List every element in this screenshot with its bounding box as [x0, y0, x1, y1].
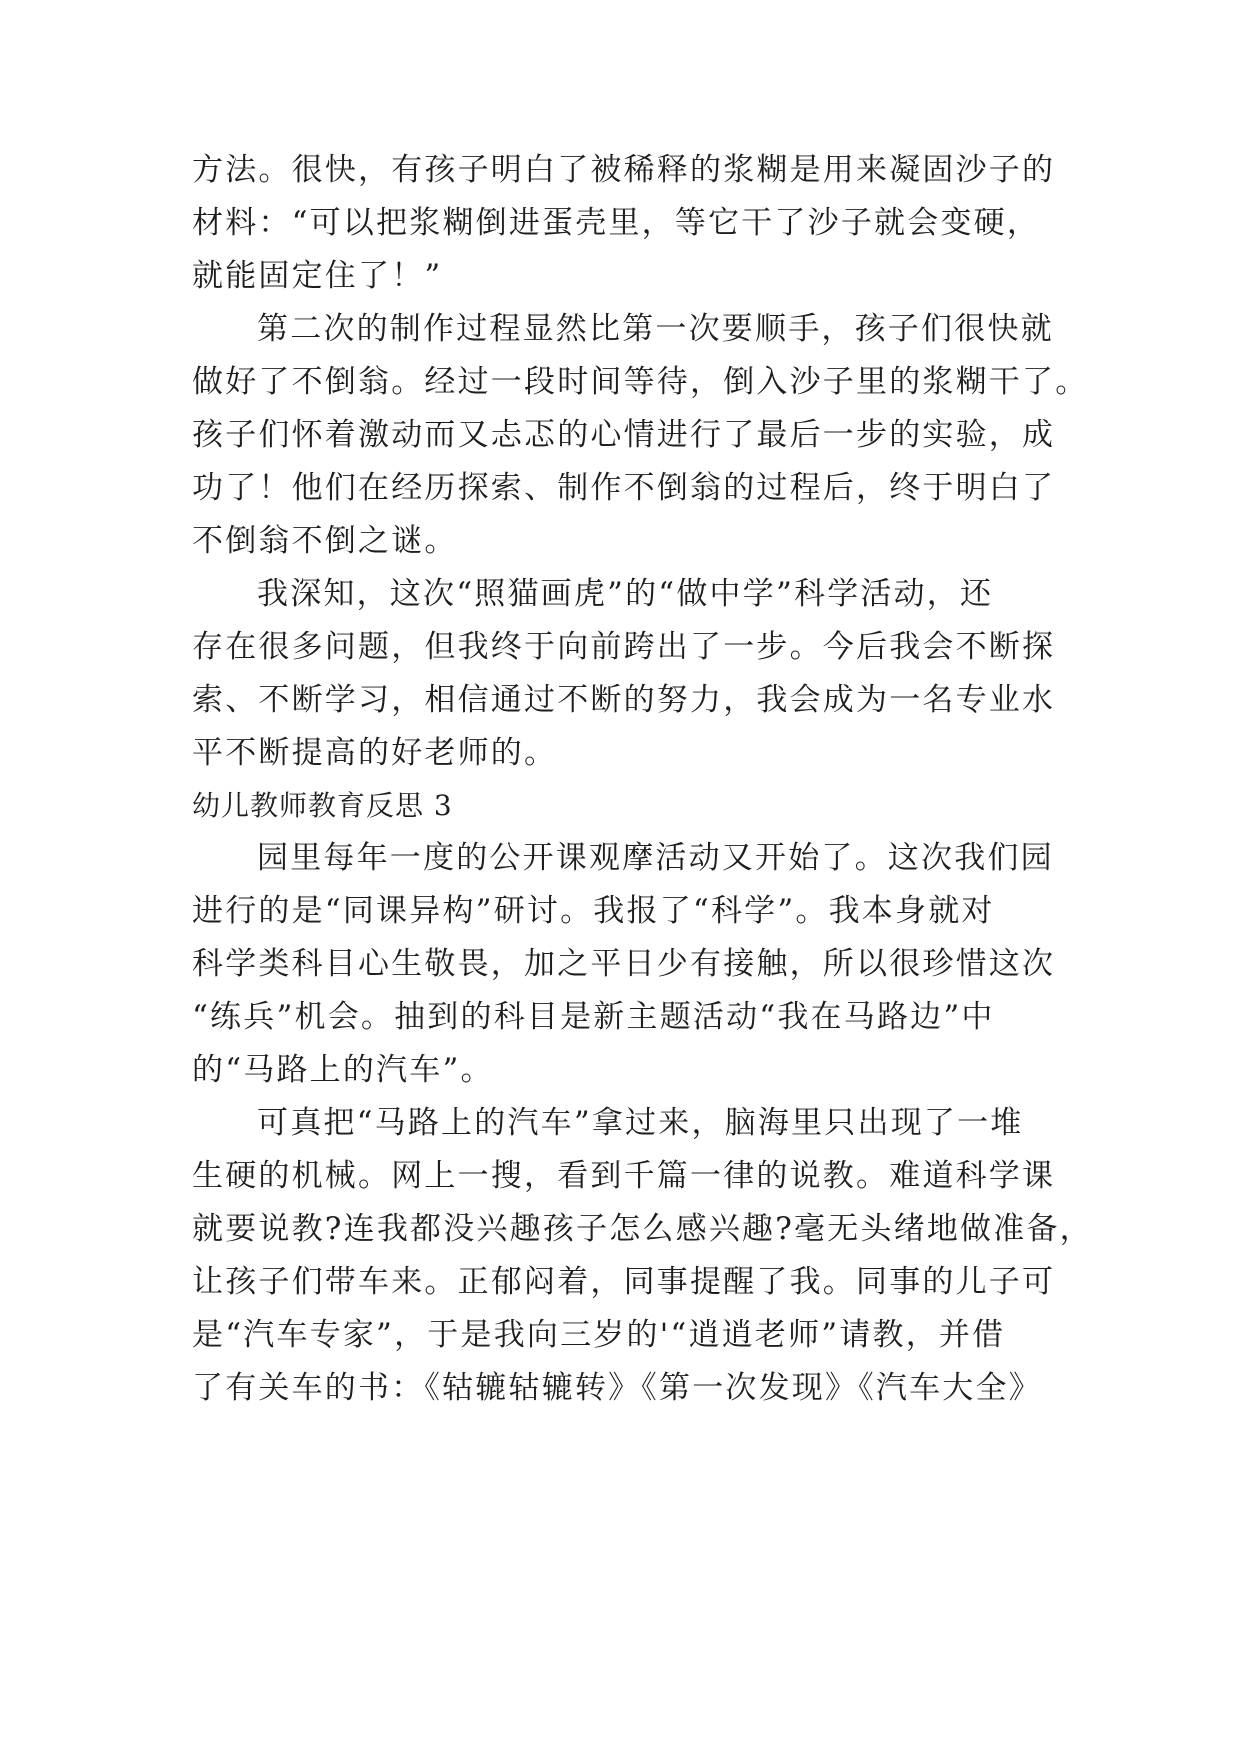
paragraph-line: 平不断提高的好老师的。 [192, 735, 558, 771]
paragraph-line: 我深知，这次“照猫画虎”的“做中学”科学活动，还 [257, 576, 994, 612]
paragraph-line: 功了！他们在经历探索、制作不倒翁的过程后，终于明白了 [192, 470, 1056, 506]
paragraph-line: 就要说教?连我都没兴趣孩子怎么感兴趣?毫无头绪地做准备， [192, 1211, 1093, 1247]
paragraph-line: 进行的是“同课异构”研讨。我报了“科学”。我本身就对 [192, 893, 995, 929]
paragraph-line: 让孩子们带车来。正郁闷着，同事提醒了我。同事的儿子可 [192, 1264, 1056, 1300]
section-title: 幼儿教师教育反思 3 [192, 789, 453, 822]
paragraph-line: 园里每年一度的公开课观摩活动又开始了。这次我们园 [257, 840, 1054, 876]
paragraph-line: 了有关车的书：《轱辘轱辘转》《第一次发现》《汽车大全》 [192, 1370, 1042, 1406]
paragraph-line: 孩子们怀着激动而又忐忑的心情进行了最后一步的实验，成 [192, 417, 1056, 453]
paragraph-line: 材料：“可以把浆糊倒进蛋壳里，等它干了沙子就会变硬， [192, 205, 1041, 241]
paragraph-line: 就能固定住了！” [192, 258, 443, 294]
paragraph-line: 科学类科目心生敬畏，加之平日少有接触，所以很珍惜这次 [192, 946, 1056, 982]
paragraph-line: 索、不断学习，相信通过不断的努力，我会成为一名专业水 [192, 682, 1056, 718]
paragraph-line: 不倒翁不倒之谜。 [192, 523, 458, 559]
paragraph-line: 是“汽车专家”，于是我向三岁的'“逍逍老师”请教，并借 [192, 1317, 1006, 1353]
paragraph-line: 做好了不倒翁。经过一段时间等待，倒入沙子里的浆糊干了。 [192, 364, 1089, 400]
paragraph-line: 方法。很快，有孩子明白了被稀释的浆糊是用来凝固沙子的 [192, 152, 1056, 188]
paragraph-line: “练兵”机会。抽到的科目是新主题活动“我在马路边”中 [192, 999, 995, 1035]
paragraph-line: 第二次的制作过程显然比第一次要顺手，孩子们很快就 [257, 311, 1054, 347]
paragraph-line: 生硬的机械。网上一搜，看到千篇一律的说教。难道科学课 [192, 1158, 1056, 1194]
paragraph-line: 的“马路上的汽车”。 [192, 1052, 494, 1088]
paragraph-line: 存在很多问题，但我终于向前跨出了一步。今后我会不断探 [192, 629, 1056, 665]
paragraph-line: 可真把“马路上的汽车”拿过来，脑海里只出现了一堆 [257, 1105, 1024, 1141]
